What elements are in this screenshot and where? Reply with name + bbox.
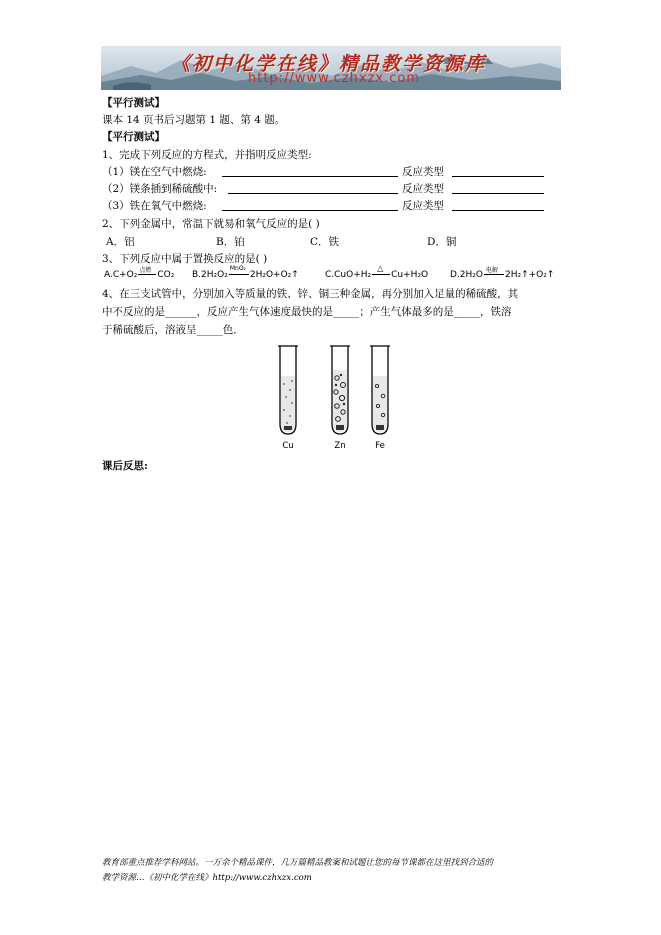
q3-option-d — [450, 267, 555, 280]
q3-option-b-products: 2H₂O+O₂↑ — [249, 270, 299, 280]
q2-stem: 2、下列金属中，常温下就易和氧气反应的是( ) — [102, 218, 320, 230]
q3-option-b — [192, 265, 299, 280]
q3-option-d-reactants: D.2H₂O — [450, 270, 483, 280]
q3-option-c-products: Cu+H₂O — [391, 270, 429, 280]
q2-option-a: A．铝 — [106, 236, 135, 248]
tube-label-cu: Cu — [282, 441, 294, 451]
q3-stem: 3、下列反应中属于置换反应的是( ) — [102, 253, 268, 265]
q1-item-2-type-label: 反应类型 — [402, 183, 444, 195]
q1-item-3-equation-blank[interactable] — [222, 210, 398, 211]
q1-item-2-type-blank[interactable] — [452, 193, 544, 194]
fe-test-tube — [370, 346, 390, 434]
q3-option-d-condition: 电解 — [485, 267, 498, 274]
q3-option-a-products: CO₂ — [157, 270, 175, 280]
q1-item-1-equation-blank[interactable] — [222, 176, 398, 177]
q3-option-a-reactants: A.C+O₂ — [104, 270, 138, 280]
q1-item-1-type-label: 反应类型 — [402, 166, 444, 178]
q4-line-3: 于稀硫酸后，溶液呈_____色． — [102, 324, 244, 336]
q1-item-3-label: （3）铁在氧气中燃烧: — [102, 200, 207, 212]
header-banner — [101, 46, 561, 90]
tube-label-zn: Zn — [334, 441, 346, 451]
test-tubes-figure — [270, 340, 400, 452]
q4-line-1: 4、在三支试管中，分别加入等质量的铁、锌、铜三种金属，再分别加入足量的稀硫酸，其 — [102, 288, 519, 300]
zn-test-tube — [330, 346, 350, 434]
q1-item-2-label: （2）镁条插到稀硫酸中: — [102, 183, 218, 195]
section1-text: 课本 14 页书后习题第 1 题、第 4 题。 — [102, 114, 286, 126]
q3-option-c-condition: △ — [377, 264, 384, 273]
section1-heading: 【平行测试】 — [102, 97, 165, 109]
q1-item-3-type-blank[interactable] — [452, 210, 544, 211]
section2-heading: 【平行测试】 — [102, 131, 165, 143]
banner-title: 《初中化学在线》精品教学资源库 — [171, 53, 487, 75]
q1-item-1-type-blank[interactable] — [452, 176, 544, 177]
q4-line-2: 中不反应的是______，反应产生气体速度最快的是_____；产生气体最多的是_____，铁溶 — [102, 306, 512, 318]
q3-option-c-reactants: C.CuO+H₂ — [325, 270, 372, 280]
q3-option-b-condition: MnO₂ — [229, 265, 246, 272]
reflection-heading: 课后反思: — [102, 460, 148, 472]
q3-option-a — [104, 267, 175, 280]
cu-test-tube — [278, 346, 298, 434]
footer-line-1: 教育部重点推荐学科网站。一万余个精品课件，几万篇精品教案和试题让您的每节课都在这里找到合适的 — [102, 858, 494, 868]
q3-option-c — [325, 264, 429, 280]
q1-stem: 1、完成下列反应的方程式，并指明反应类型: — [102, 149, 312, 161]
q3-option-d-products: 2H₂↑+O₂↑ — [504, 270, 555, 280]
q2-option-c: C．铁 — [310, 236, 340, 248]
q1-item-2-equation-blank[interactable] — [228, 193, 398, 194]
q2-option-b: B．铂 — [216, 236, 245, 248]
q1-item-1-label: （1）镁在空气中燃烧: — [102, 166, 207, 178]
tube-label-fe: Fe — [375, 441, 385, 451]
footer-line-2: 教学资源…《初中化学在线》http://www.czhxzx.com — [102, 873, 312, 883]
q3-option-b-reactants: B.2H₂O₂ — [192, 270, 228, 280]
banner-url[interactable]: http://www.czhxzx.com — [248, 71, 420, 86]
q1-item-3-type-label: 反应类型 — [402, 200, 444, 212]
q2-option-d: D．铜 — [427, 236, 457, 248]
q3-option-a-condition: 点燃 — [139, 267, 152, 274]
